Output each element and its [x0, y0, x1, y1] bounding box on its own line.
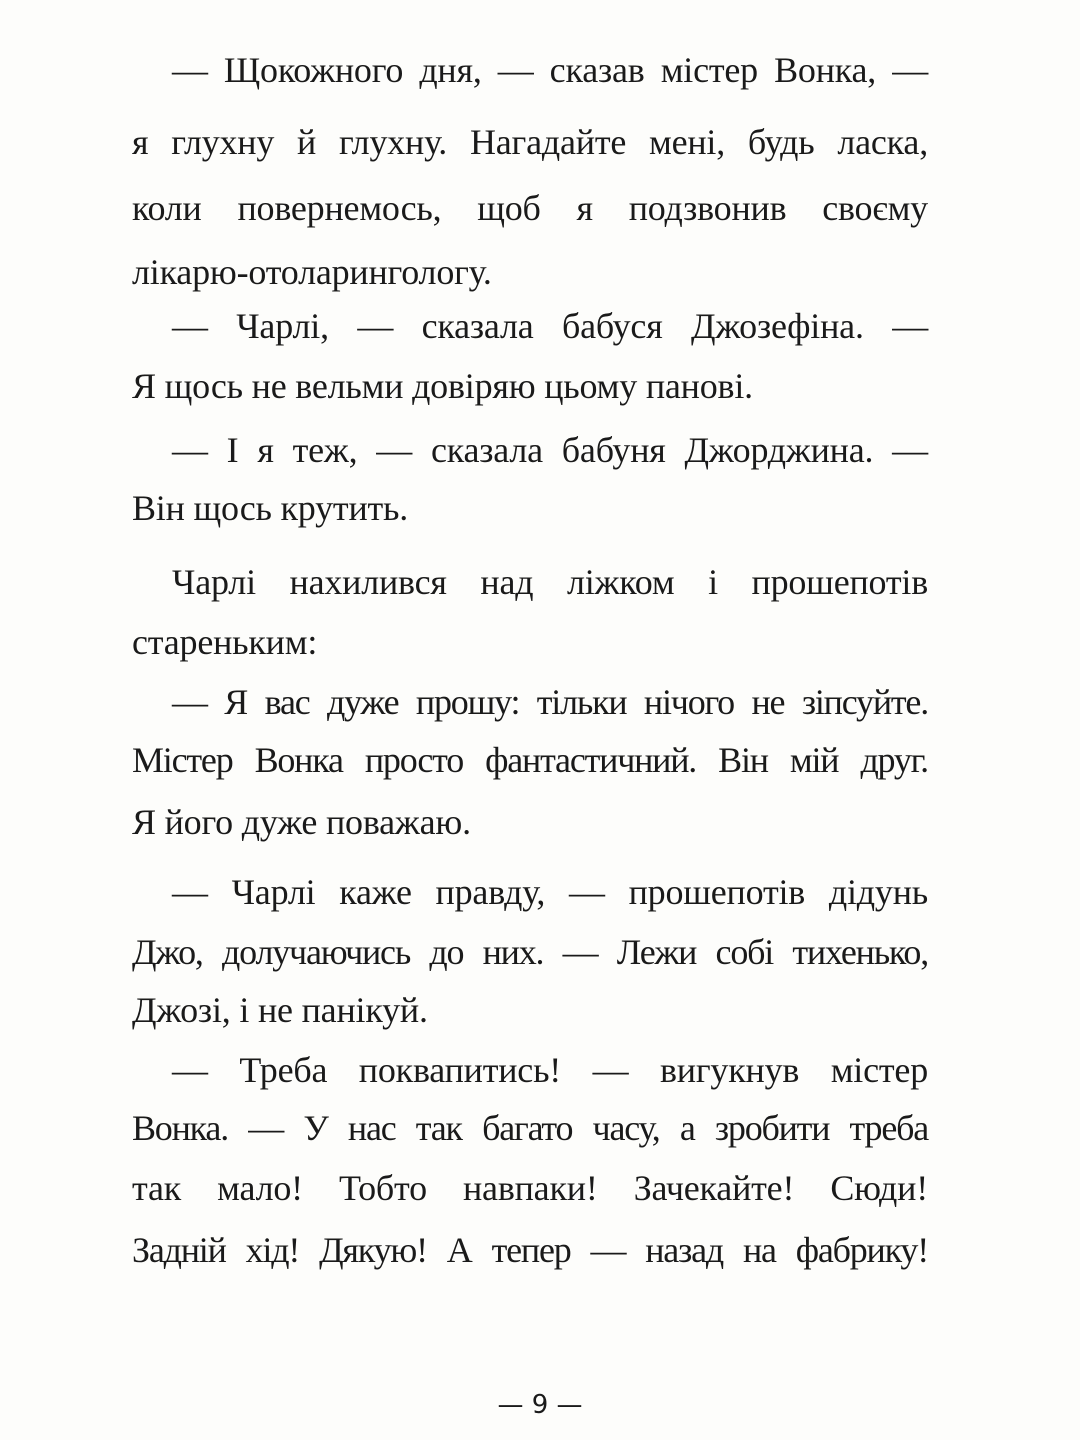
text-line: Джо, долучаючись до них. — Лежи собі тихенько, [132, 932, 928, 972]
text-line: Задній хід! Дякую! А тепер — назад на фабрику! [132, 1230, 928, 1270]
text-line: Чарлі нахилився над ліжком і прошепотів [172, 562, 928, 602]
text-line: — Треба поквапитись! — вигукнув містер [172, 1050, 928, 1090]
text-line: так мало! Тобто навпаки! Зачекайте! Сюди! [132, 1168, 928, 1208]
text-line: стареньким: [132, 622, 318, 662]
text-line: — І я теж, — сказала бабуня Джорджина. — [172, 430, 928, 470]
text-line: Вонка. — У нас так багато часу, а зробити треба [132, 1108, 928, 1148]
text-line: Я його дуже поважаю. [132, 802, 471, 842]
text-line: — Я вас дуже прошу: тільки нічого не зіпсуйте. [172, 682, 928, 722]
text-line: — Щокожного дня, — сказав містер Вонка, — [172, 50, 928, 90]
text-line: Джозі, і не панікуй. [132, 990, 428, 1030]
text-line: Я щось не вельми довіряю цьому панові. [132, 366, 753, 406]
text-line: коли повернемось, щоб я подзвонив своєму [132, 188, 928, 228]
text-line: лікарю-отоларингологу. [132, 252, 492, 292]
text-line: Містер Вонка просто фантастичний. Він мій друг. [132, 740, 928, 780]
text-line: — Чарлі каже правду, — прошепотів дідунь [172, 872, 928, 912]
text-line: я глухну й глухну. Нагадайте мені, будь ласка, [132, 122, 928, 162]
text-line: — Чарлі, — сказала бабуся Джозефіна. — [172, 306, 928, 346]
text-line: Він щось крутить. [132, 488, 409, 528]
page-number: — 9 — [497, 1390, 583, 1420]
